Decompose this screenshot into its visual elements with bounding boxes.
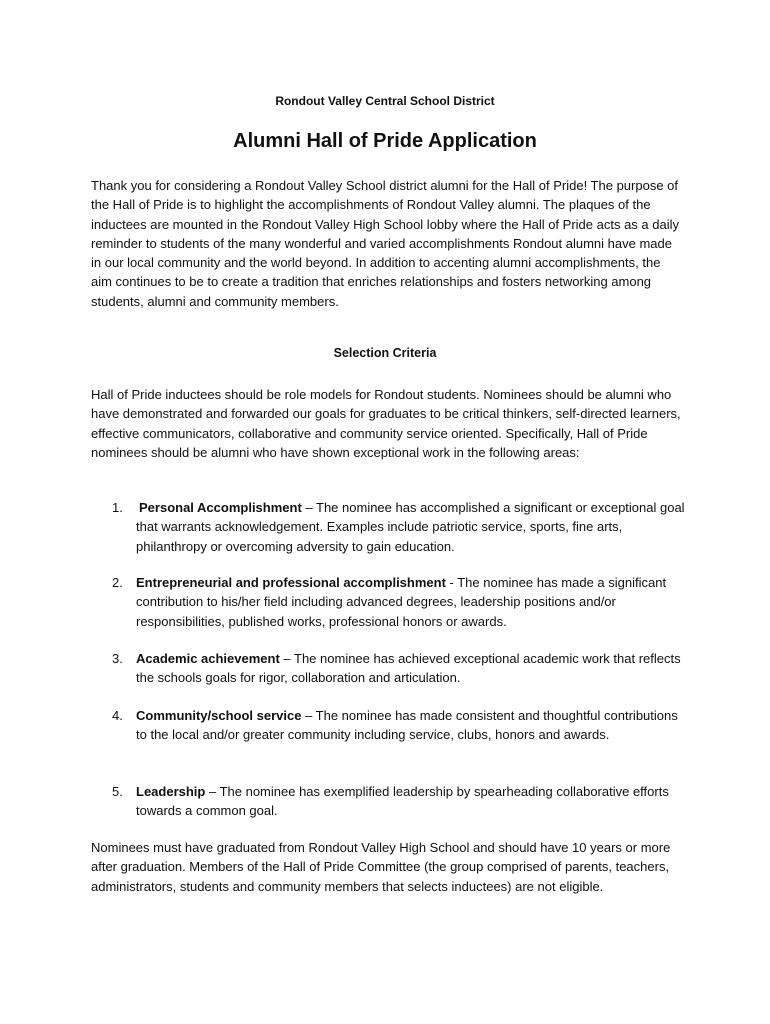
intro-paragraph: Thank you for considering a Rondout Valley School district alumni for the Hall of Pride! The purpose of the Hall of Pride is to highlight the accomplishments of Rondout Valley alumni. The plaques of the inductees are mounted in the Rondout Valley High School lobby where the Hall of Pride acts as a daily reminder to students of the many wonderful and varied accomplishments Rondout alumni have made in our local community and the world beyond. In addition to accenting alumni accomplishments, the aim continues to be to create a tradition that enriches relationships and fosters networking among students, alumni and community members.: [91, 178, 679, 309]
eligibility-paragraph: Nominees must have graduated from Rondout Valley High School and should have 10 years or more after graduation. Members of the Hall of Pride Committee (the group comprised of parents, teachers, administrators, students and community members that selects inductees) are not eligible.: [91, 840, 671, 894]
list-number: 3.: [112, 651, 123, 666]
criteria-description: – The nominee has made consistent and thoughtful contributions to the local and/or greater community including service, clubs, honors and awards.: [136, 708, 678, 743]
criteria-description: – The nominee has accomplished a significant or exceptional goal that warrants acknowledgement. Examples include patriotic service, sports, fine arts, philanthropy or overcoming adversity to gain education.: [136, 500, 685, 554]
criteria-intro-paragraph: Hall of Pride inductees should be role models for Rondout students. Nominees should be alumni who have demonstrated and forwarded our goals for graduates to be critical thinkers, self-directed learners, effective communicators, collaborative and community service oriented. Specifically, Hall of Pride nominees should be alumni who have shown exceptional work in the following areas:: [91, 387, 681, 460]
list-number: 4.: [112, 708, 123, 723]
criteria-term: Entrepreneurial and professional accomplishment: [136, 575, 446, 590]
list-item-body: [136, 706, 686, 745]
list-number: 2.: [112, 575, 123, 590]
criteria-item-academic-achievement: [91, 649, 686, 688]
criteria-description: – The nominee has exemplified leadership by spearheading collaborative efforts towards a common goal.: [136, 784, 669, 819]
selection-criteria-heading: Selection Criteria: [333, 346, 437, 360]
list-item-body: [136, 649, 686, 688]
criteria-item-community-service: [91, 706, 686, 745]
list-number: 1.: [112, 500, 123, 515]
criteria-description: - The nominee has made a significant contribution to his/her field including advanced degrees, leadership positions and/or responsibilities, published works, professional honors or awards.: [136, 575, 667, 629]
list-item-body: [136, 498, 686, 556]
criteria-term: Personal Accomplishment: [139, 500, 302, 515]
page-title: Alumni Hall of Pride Application: [233, 130, 537, 152]
criteria-item-leadership: [91, 782, 686, 821]
list-item-body: [136, 573, 686, 631]
district-name: Rondout Valley Central School District: [275, 94, 495, 108]
criteria-description: – The nominee has achieved exceptional academic work that reflects the schools goals for rigor, collaboration and articulation.: [136, 651, 681, 686]
criteria-term: Academic achievement: [136, 651, 280, 666]
list-number: 5.: [112, 784, 123, 799]
criteria-item-professional-accomplishment: [91, 573, 686, 631]
criteria-term: Community/school service: [136, 708, 302, 723]
list-item-body: [136, 782, 686, 821]
criteria-item-personal-accomplishment: [91, 498, 686, 556]
criteria-term: Leadership: [136, 784, 206, 799]
